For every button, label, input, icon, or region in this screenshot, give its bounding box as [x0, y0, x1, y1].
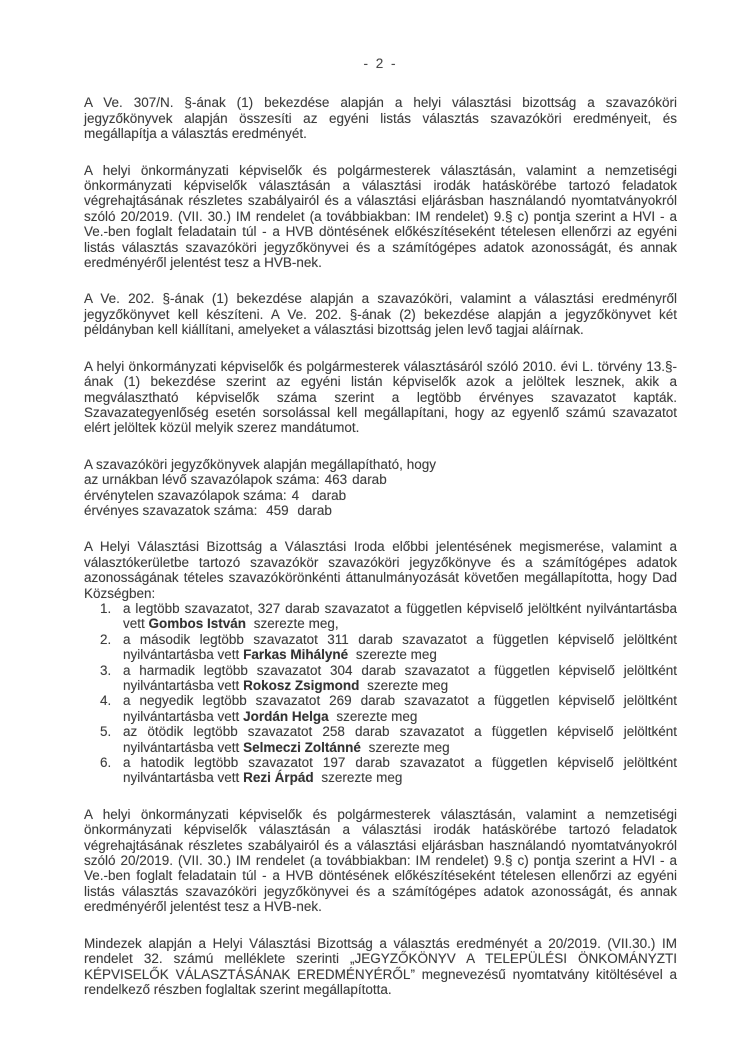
page-number: - 2 - — [363, 56, 398, 71]
candidate-name: Selmeczi Zoltánné — [243, 739, 361, 755]
stat-value: 4 — [291, 487, 300, 503]
paragraph-conclusion: Mindezek alapján a Helyi Választási Bizottság a választás eredményét a 20/2019. (VII.30.) IM rendelet 32. számú melléklete szerinti „JEGYZŐKÖNYV A TELEPÜLÉSI ÖNKOMÁNYZTI KÉPVISELŐK VÁLASZTÁSÁNAK EREDMÉNYÉRŐL” megnevezésű nyomtatvány kitöltésével a rendelkező részben foglaltak szerint megállapította. — [84, 935, 677, 997]
result-item-suffix: szerezte meg — [364, 739, 450, 755]
result-item-prefix: a negyedik legtöbb szavazatot 269 darab szavazatot a független képviselő jelöltként nyilvántartásba vett — [123, 693, 677, 724]
result-item — [100, 693, 677, 724]
paragraph-results-intro: A Helyi Választási Bizottság a Választási Iroda előbbi jelentésének megismerése, valamint a választókerületbe tartozó szavazókör szavazóköri jegyzőkönyve és a számítógépes adatok azonosságának tételes szavazókörönkénti áttanulmányozását követően megállapította, hogy Dad Községben: — [84, 539, 677, 601]
result-item — [100, 632, 677, 663]
result-item — [100, 601, 677, 632]
stat-label: az urnákban lévő szavazólapok száma: — [84, 472, 320, 488]
results-list — [100, 601, 677, 786]
result-item — [100, 724, 677, 755]
result-item-suffix: szerezte meg — [352, 647, 437, 663]
result-item-prefix: az ötödik legtöbb szavazatot 258 darab szavazatot a független képviselő jelöltként nyilvántartásba vett — [123, 724, 677, 755]
stat-value: 459 — [266, 502, 289, 518]
stat-label: érvénytelen szavazólapok száma: — [84, 487, 287, 503]
result-item-number: 4. — [100, 693, 112, 709]
stat-row-urns-ballots — [84, 472, 677, 487]
paragraph-im-rendelet-first: A helyi önkormányzati képviselők és polgármesterek választásán, valamint a nemzetiségi önkormányzati képviselők választásán a választási irodák hatáskörébe tartozó feladatok végrehajtásának részletes szabályairól és a választási eljárásban használandó nyomtatványokról szóló 20/2019. (VII. 30.) IM rendelet (a továbbiakban: IM rendelet) 9.§ c) pontja szerint a HVI - a Ve.-ben foglalt feladatain túl - a HVB döntésének előkészítéseként tételesen ellenőrzi az egyéni listás választás szavazóköri jegyzőkönyvei és a számítógépes adatok azonosságát, és annak eredményéről jelentést tesz a HVB-nek. — [84, 162, 677, 271]
stat-row-valid-votes — [84, 503, 677, 518]
paragraph-2010-evi-l-torveny: A helyi önkormányzati képviselők és polgármesterek választásáról szóló 2010. évi L. törvény 13.§-ának (1) bekezdése szerint az egyéni listán képviselők azok a jelöltek lesznek, akik a megválasztható képviselők száma szerint a legtöbb érvényes szavazatot kapták. Szavazategyenlőség esetén sorsolással kell megállapítani, hogy az egyenlő számú szavazatot elért jelöltek közül melyik szerez mandátumot. — [84, 358, 677, 436]
candidate-name: Jordán Helga — [243, 708, 329, 724]
result-item-text — [123, 724, 677, 755]
result-item-suffix: szerezte meg — [332, 708, 418, 724]
result-item-text — [123, 632, 677, 663]
result-item-suffix: szerezte meg — [363, 678, 449, 693]
stat-unit: darab — [293, 502, 332, 518]
stat-unit: darab — [304, 487, 347, 503]
result-item-prefix: a legtöbb szavazatot, 327 darab szavazatot a független képviselő jelöltként nyilvántartásba vett — [123, 600, 677, 632]
result-item-text — [123, 755, 677, 786]
result-item-number: 5. — [100, 724, 112, 740]
paragraph-im-rendelet-second: A helyi önkormányzati képviselők és polgármesterek választásán, valamint a nemzetiségi önkormányzati képviselők választásán a választási irodák hatáskörébe tartozó feladatok végrehajtásának részletes szabályairól és a választási eljárásban használandó nyomtatványokról szóló 20/2019. (VII. 30.) IM rendelet (a továbbiakban: IM rendelet) 9.§ c) pontja szerint a HVI - a Ve.-ben foglalt feladatain túl - a HVB döntésének előkészítéseként tételesen ellenőrzi az egyéni listás választás szavazóköri jegyzőkönyvei és a számítógépes adatok azonosságát, és annak eredményéről jelentést tesz a HVB-nek. — [84, 806, 677, 915]
result-item-number: 2. — [100, 631, 112, 647]
paragraph-ve-307n: A Ve. 307/N. §-ának (1) bekezdése alapján a helyi választási bizottság a szavazóköri jegyzőkönyvek alapján összesíti az egyéni listás választás szavazóköri eredményeit, és megállapítja a választás eredményét. — [84, 95, 677, 142]
paragraph-ve-202: A Ve. 202. §-ának (1) bekezdése alapján a szavazóköri, valamint a választási eredményről jegyzőkönyvet kell készíteni. A Ve. 202. §-ának (2) bekezdése alapján a jegyzőkönyvet két példányban kell kiállítani, amelyeket a választási bizottság jelen levő tagjai aláírnak. — [84, 291, 677, 338]
stat-value: 463 — [324, 472, 348, 488]
result-item — [100, 755, 677, 786]
result-item-text — [123, 663, 677, 694]
candidate-name: Rokosz Zsigmond — [243, 678, 360, 693]
candidate-name: Rezi Árpád — [243, 770, 314, 786]
result-item-text — [123, 693, 677, 724]
result-item-suffix: szerezte meg — [317, 770, 403, 786]
result-item-number: 3. — [100, 662, 112, 678]
candidate-name: Gombos István — [148, 616, 247, 632]
result-item-number: 1. — [100, 600, 112, 616]
candidate-name: Farkas Mihályné — [243, 647, 349, 663]
result-item-prefix: a harmadik legtöbb szavazatot 304 darab szavazatot a független képviselő jelöltként nyilvántartásba vett — [123, 662, 677, 693]
stat-unit: darab — [352, 472, 387, 488]
result-item-number: 6. — [100, 755, 112, 771]
ballot-statistics — [84, 457, 677, 519]
result-item-prefix: a hatodik legtöbb szavazatot 197 darab szavazatot a független képviselő jelöltként nyilvántartásba vett — [123, 755, 677, 786]
result-item-suffix: szerezte meg, — [250, 616, 339, 632]
stat-label: érvényes szavazatok száma: — [84, 502, 262, 518]
result-item — [100, 663, 677, 694]
result-item-prefix: a második legtöbb szavazatot 311 darab szavazatot a független képviselő jelöltként nyilvántartásba vett — [123, 631, 677, 663]
result-item-text — [123, 601, 677, 632]
ballot-statistics-intro: A szavazóköri jegyzőkönyvek alapján megállapítható, hogy — [84, 456, 436, 472]
stat-row-invalid-ballots — [84, 488, 677, 503]
